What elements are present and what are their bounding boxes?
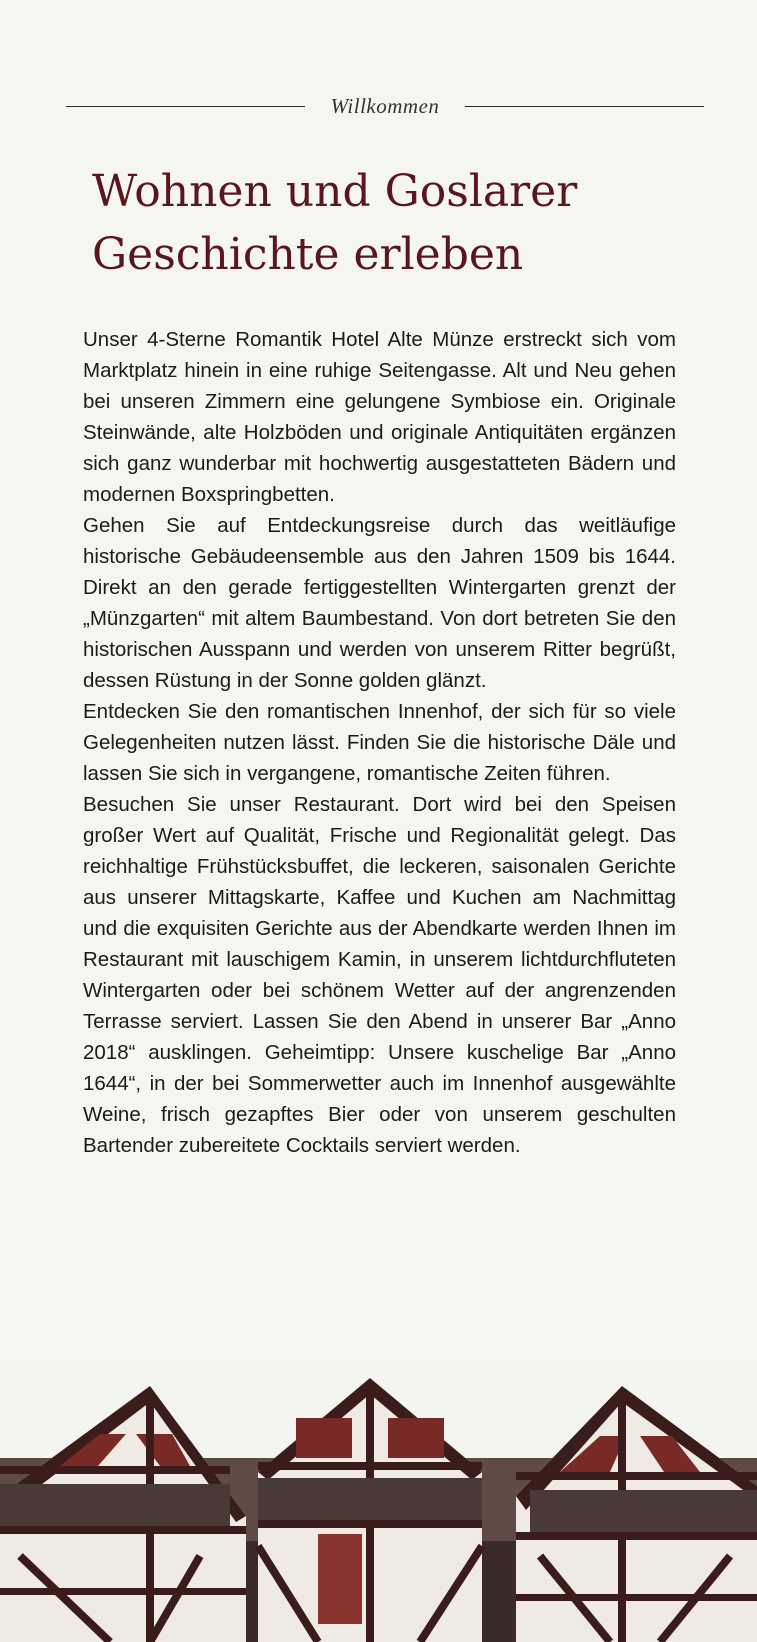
title-line-1: Wohnen und Goslarer — [92, 166, 578, 217]
half-timbered-gables-photo — [0, 1366, 757, 1642]
header-rule-right — [465, 106, 704, 107]
section-header — [66, 88, 704, 124]
header-rule-left — [66, 106, 305, 107]
body-text — [83, 324, 676, 1161]
section-label: Willkommen — [330, 93, 440, 118]
paragraph: Unser 4-Sterne Romantik Hotel Alte Münze erstreckt sich vom Marktplatz hinein in eine ruhige Seitengasse. Alt und Neu gehen bei unseren Zimmern eine gelungene Symbiose ein. Originale Steinwände, alte Holzböden und originale Antiquitäten ergänzen sich ganz wunderbar mit hochwertig ausgestatteten Bädern und modernen Boxspringbetten. — [83, 328, 676, 506]
title-line-2: Geschichte erleben — [92, 229, 524, 280]
page-title — [92, 160, 692, 286]
paragraph: Besuchen Sie unser Restaurant. Dort wird bei den Speisen großer Wert auf Qualität, Frische und Regionalität gelegt. Das reichhaltige Frühstücksbuffet, die leckeren, saisonalen Gerichte aus unserer Mittagskarte, Kaffee und Kuchen am Nachmittag und die exquisiten Gerichte aus der Abendkarte werden Ihnen im Restaurant mit lauschigem Kamin, in unserem lichtdurchfluteten Wintergarten oder bei schönem Wetter auf der angrenzenden Terrasse serviert. Lassen Sie den Abend in unserer Bar „Anno 2018“ ausklingen. Geheimtipp: Unsere kuschelige Bar „Anno 1644“, in der bei Sommerwetter auch im Innenhof ausgewählte Weine, frisch gezapftes Bier oder von unserem geschulten Bartender zubereitete Cocktails serviert werden. — [83, 793, 676, 1157]
paragraph: Gehen Sie auf Entdeckungsreise durch das weitläufige historische Gebäudeensemble aus den Jahren 1509 bis 1644. Direkt an den gerade fertiggestellten Wintergarten grenzt der „Münzgarten“ mit altem Baumbestand. Von dort betreten Sie den historischen Ausspann und werden von unserem Ritter begrüßt, dessen Rüstung in der Sonne golden glänzt. — [83, 514, 676, 692]
paragraph: Entdecken Sie den romantischen Innenhof, der sich für so viele Gelegenheiten nutzen lässt. Finden Sie die historische Däle und lassen Sie sich in vergangene, romantische Zeiten führen. — [83, 700, 676, 785]
